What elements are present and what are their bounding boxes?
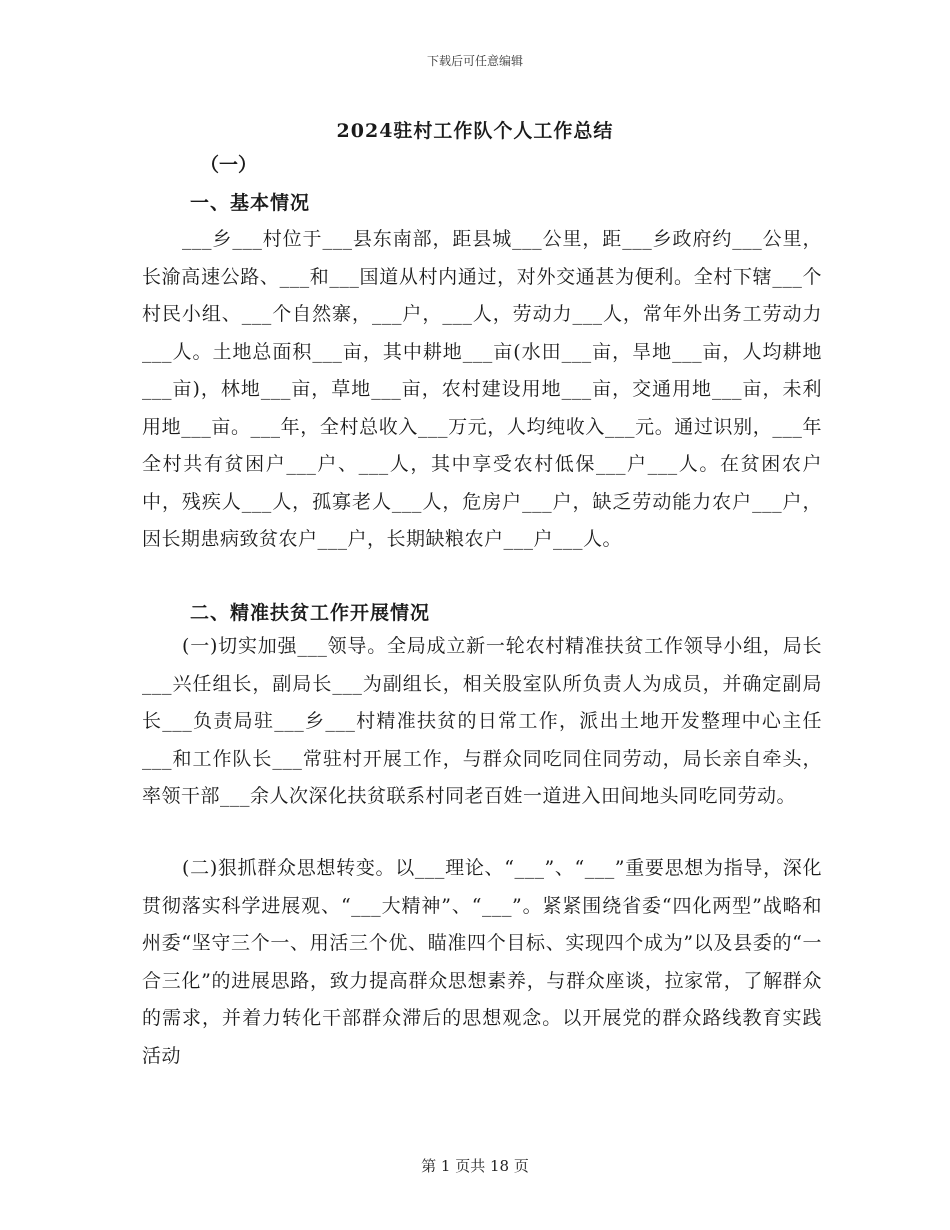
section-heading-poverty-work: 二、精准扶贫工作开展情况 xyxy=(190,602,431,624)
paragraph-leadership: (一)切实加强___领导。全局成立新一轮农村精准扶贫工作领导小组，局长___兴任组长，副局长___为副组长，相关股室队所负责人为成员，并确定副局长___负责局驻___乡___村精准扶贫的日常工作，派出土地开发整理中心主任___和工作队长___常驻村开展工作，与群众同吃同住同劳动，局长亲自牵头，率领干部___余人次深化扶贫联系村同老百姓一道进入田间地头同吃同劳动。 xyxy=(142,635,822,807)
section-heading-basic: 一、基本情况 xyxy=(190,192,311,214)
paragraph-basic-situation: ___乡___村位于___县东南部，距县城___公里，距___乡政府约___公里，长渝高速公路、___和___国道从村内通过，对外交通甚为便利。全村下辖___个村民小组、___个自然寨，___户，___人，劳动力___人，常年外出务工劳动力___人。土地总面积___亩，其中耕地___亩(水田___亩，旱地___亩，人均耕地___亩)，林地___亩，草地___亩，农村建设用地___亩，交通用地___亩，未利用地___亩。___年，全村总收入___万元，人均纯收入___元。通过识别，___年全村共有贫困户___户、___人，其中享受农村低保___户___人。在贫困农户中，残疾人___人，孤寡老人___人，危房户___户，缺乏劳动能力农户___户，因长期患病致贫农户___户，长期缺粮农户___户___人。 xyxy=(142,228,822,550)
document-subtitle: （一） xyxy=(200,154,258,176)
paragraph-thought-change: (二)狠抓群众思想转变。以___理论、“___”、“___”重要思想为指导，深化贯彻落实科学进展观、“___大精神”、“___”。紧紧围绕省委“四化两型”战略和州委“坚守三个一、用活三个优、瞄准四个目标、实现四个成为”以及县委的“一合三化”的进展思路，致力提高群众思想素养，与群众座谈，拉家常，了解群众的需求，并着力转化干部群众滞后的思想观念。以开展党的群众路线教育实践活动 xyxy=(142,857,822,1067)
page-footer-number: 第 1 页共 18 页 xyxy=(421,1157,529,1175)
document-title: 2024驻村工作队个人工作总结 xyxy=(336,120,614,142)
page-header-note: 下载后可任意编辑 xyxy=(426,54,523,68)
